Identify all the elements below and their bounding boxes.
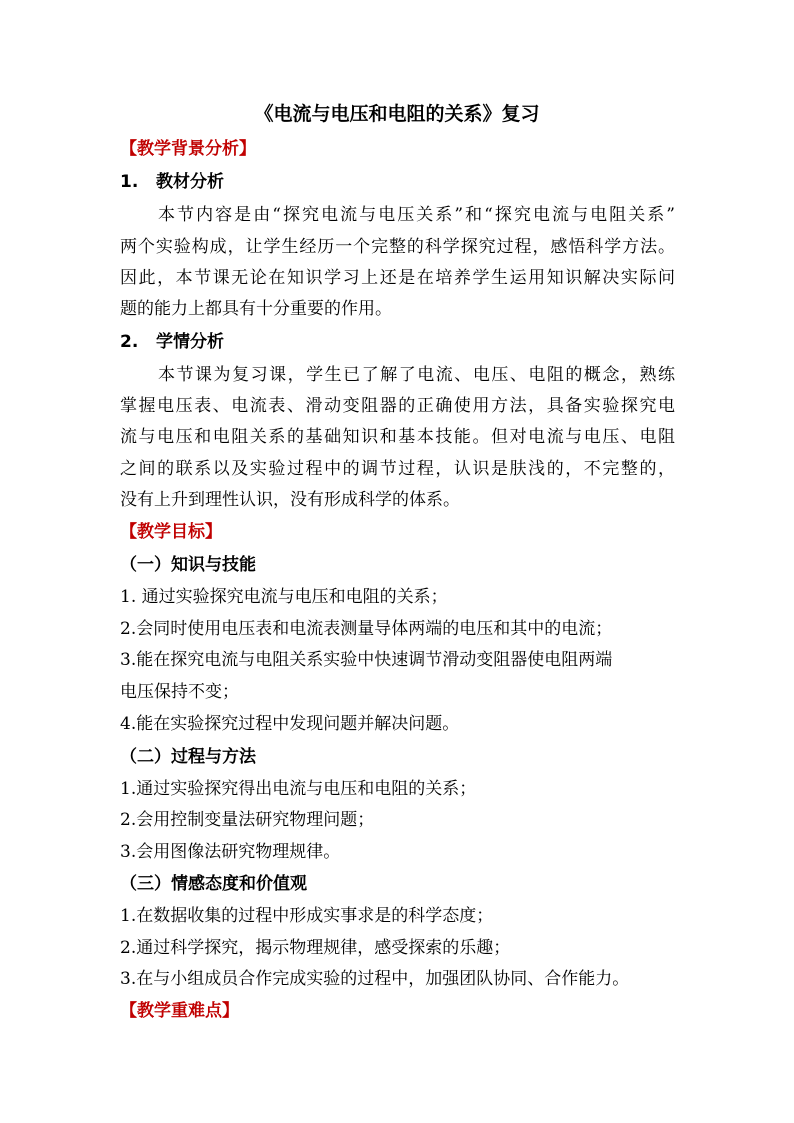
- subheading-text: 学情分析: [156, 332, 224, 352]
- paragraph-line: 没有上升到理性认识，没有形成科学的体系。: [120, 490, 460, 510]
- list-item: 1.通过实验探究得出电流与电压和电阻的关系；: [120, 779, 477, 799]
- subheading-student-analysis: [120, 330, 224, 354]
- list-item: 3.在与小组成员合作完成实验的过程中，加强团队协同、合作能力。: [120, 969, 630, 989]
- paragraph-line: 本节内容是由“探究电流与电压关系”和“探究电流与电阻关系”: [158, 205, 675, 225]
- paragraph-line: 因此，本节课无论在知识学习上还是在培养学生运用知识解决实际问: [120, 268, 675, 288]
- subheading-number: 1.: [120, 172, 139, 192]
- paragraph-line: 之间的联系以及实验过程中的调节过程，认识是肤浅的，不完整的，: [120, 459, 675, 479]
- list-item: 4.能在实验探究过程中发现问题并解决问题。: [120, 714, 460, 734]
- section-heading-background: 【教学背景分析】: [120, 139, 256, 159]
- list-item: 1. 通过实验探究电流与电压和电阻的关系；: [120, 587, 448, 607]
- list-item: 2.会同时使用电压表和电流表测量导体两端的电压和其中的电流；: [120, 619, 613, 639]
- paragraph-line: 本节课为复习课，学生已了解了电流、电压、电阻的概念，熟练: [158, 365, 675, 385]
- section-heading-objectives: 【教学目标】: [120, 522, 222, 542]
- paragraph-line: 掌握电压表、电流表、滑动变阻器的正确使用方法，具备实验探究电: [120, 396, 675, 416]
- section-heading-key-points: 【教学重难点】: [120, 1001, 239, 1021]
- subheading-textbook-analysis: [120, 170, 224, 194]
- list-item: 1.在数据收集的过程中形成实事求是的科学态度；: [120, 906, 494, 926]
- objective-heading-emotion: （三）情感态度和价值观: [120, 874, 307, 894]
- paragraph-line: 题的能力上都具有十分重要的作用。: [120, 299, 392, 319]
- list-item: 2.会用控制变量法研究物理问题；: [120, 810, 375, 830]
- subheading-number: 2.: [120, 332, 139, 352]
- page-title: 《电流与电压和电阻的关系》复习: [254, 103, 540, 125]
- objective-heading-knowledge: （一）知识与技能: [120, 555, 256, 575]
- list-item: 3.能在探究电流与电阻关系实验中快速调节滑动变阻器使电阻两端: [120, 650, 613, 670]
- list-item: 电压保持不变；: [120, 682, 239, 702]
- paragraph-line: 流与电压和电阻关系的基础知识和基本技能。但对电流与电压、电阻: [120, 427, 675, 447]
- subheading-text: 教材分析: [156, 172, 224, 192]
- list-item: 2.通过科学探究，揭示物理规律，感受探索的乐趣；: [120, 938, 511, 958]
- paragraph-line: 两个实验构成，让学生经历一个完整的科学探究过程，感悟科学方法。: [120, 237, 675, 257]
- list-item: 3.会用图像法研究物理规律。: [120, 842, 341, 862]
- objective-heading-process: （二）过程与方法: [120, 747, 256, 767]
